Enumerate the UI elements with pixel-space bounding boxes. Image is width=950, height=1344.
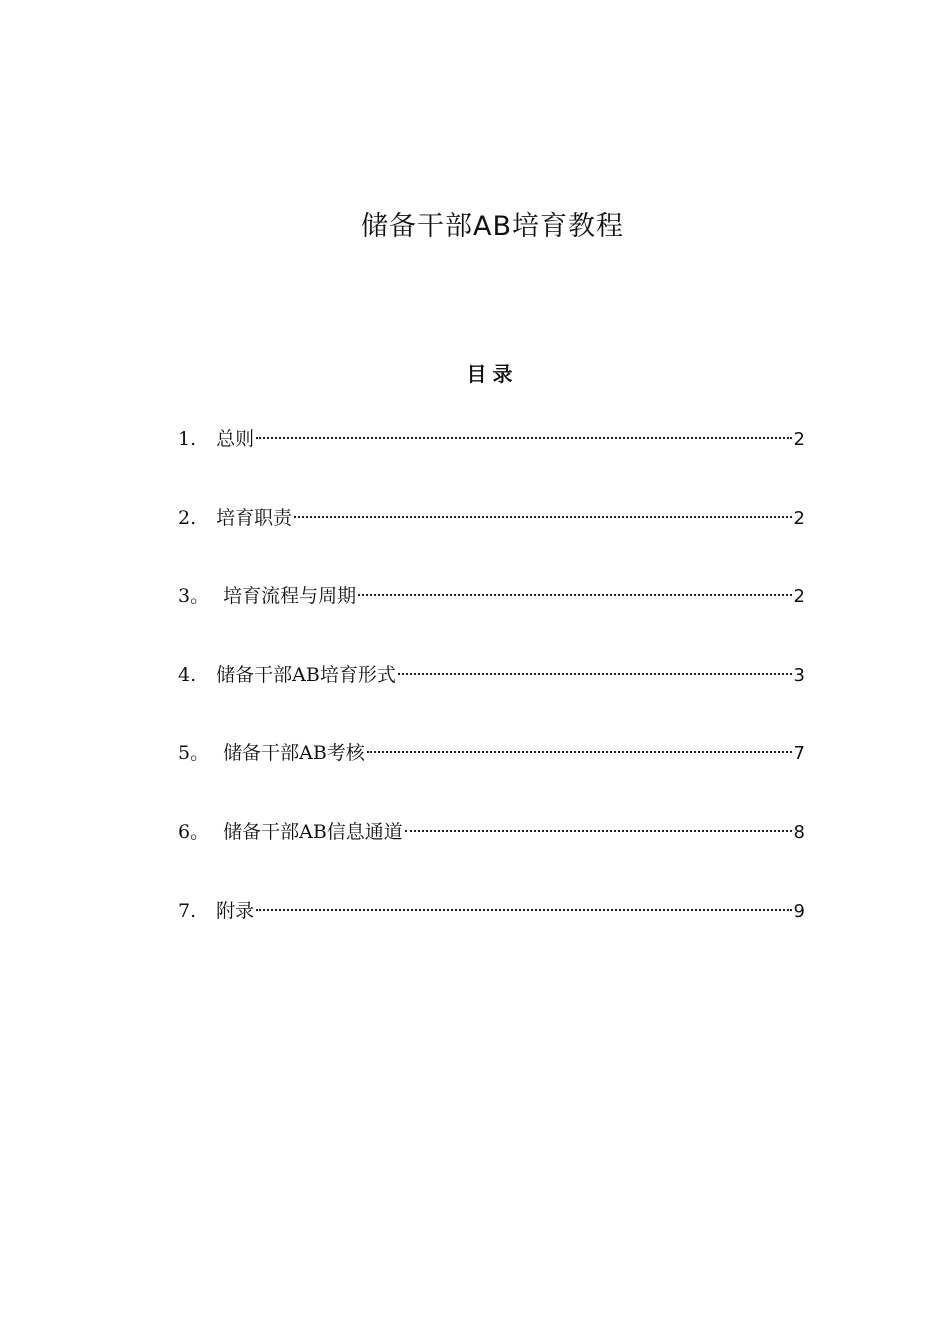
toc-entry-label: 储备干部AB培育形式 (216, 663, 396, 686)
toc-entry[interactable] (178, 503, 805, 582)
toc-entry-number: 7. (178, 899, 197, 922)
toc-entry-number: 2. (178, 506, 197, 529)
toc-entry-spacer (196, 424, 216, 454)
toc-entry-label: 培育职责 (216, 506, 293, 529)
toc-entry-number: 3。 (178, 585, 210, 608)
toc-entry-label: 储备干部AB考核 (223, 742, 365, 765)
toc-entry-label: 附录 (216, 899, 255, 922)
toc-dot-leader (358, 594, 791, 596)
toc-entry-spacer (209, 738, 223, 768)
toc-entry-number: 6。 (178, 820, 210, 843)
toc-heading: 目录 (466, 362, 519, 386)
toc-entry-spacer (196, 660, 216, 690)
toc-dot-leader (256, 437, 791, 439)
toc-entry-label: 培育流程与周期 (223, 585, 357, 608)
toc-entry[interactable] (178, 896, 805, 975)
toc-entry-page: 2 (793, 586, 805, 608)
toc-entry-label: 总则 (216, 428, 255, 450)
toc-entry-spacer (196, 503, 216, 533)
table-of-contents (178, 424, 805, 974)
toc-entry-page: 2 (793, 507, 805, 529)
toc-entry[interactable] (178, 581, 805, 660)
toc-entry-number: 4. (178, 663, 197, 686)
toc-entry-spacer (209, 817, 223, 847)
toc-entry-number: 1. (178, 428, 197, 450)
toc-entry-number: 5。 (178, 742, 210, 765)
toc-dot-leader (367, 751, 792, 753)
toc-entry-label: 储备干部AB信息通道 (223, 820, 403, 843)
toc-entry[interactable] (178, 660, 805, 739)
toc-entry-page: 3 (793, 664, 805, 686)
toc-entry-spacer (196, 896, 216, 926)
toc-entry-spacer (209, 581, 223, 611)
document-title: 储备干部AB培育教程 (361, 211, 624, 242)
toc-entry-page: 8 (793, 821, 805, 843)
toc-dot-leader (405, 830, 792, 832)
toc-entry[interactable] (178, 817, 805, 896)
toc-entry[interactable] (178, 738, 805, 817)
toc-entry-page: 9 (793, 900, 805, 922)
toc-dot-leader (256, 909, 791, 911)
toc-entry-page: 7 (793, 743, 805, 765)
toc-entry-page: 2 (793, 429, 805, 450)
toc-dot-leader (294, 516, 791, 518)
toc-dot-leader (398, 673, 792, 675)
toc-entry[interactable] (178, 424, 805, 503)
